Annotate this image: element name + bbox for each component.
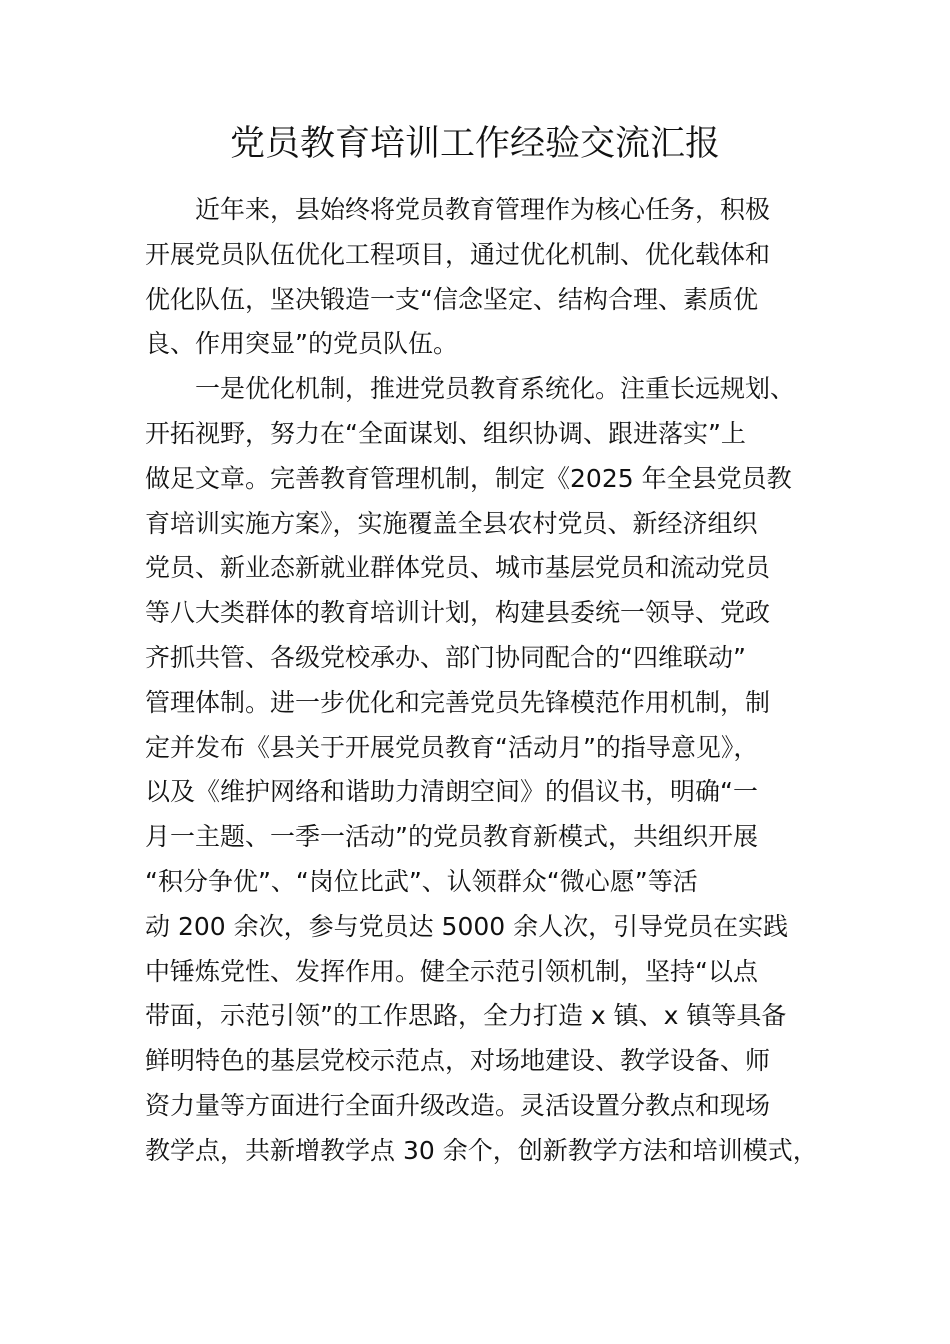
document-body [145, 188, 825, 1174]
text-line: 开展党员队伍优化工程项目，通过优化机制、优化载体和 [145, 239, 771, 269]
text-line: 管理体制。进一步优化和完善党员先锋模范作用机制，制 [145, 687, 771, 717]
text-line: 带面，示范引领”的工作思路，全力打造 x 镇、x 镇等具备 [145, 1001, 787, 1031]
text-line: 鲜明特色的基层党校示范点，对场地建设、教学设备、师 [145, 1046, 771, 1076]
text-line: 动 200 余次，参与党员达 5000 余人次，引导党员在实践 [145, 911, 789, 941]
text-line: 党员、新业态新就业群体党员、城市基层党员和流动党员 [145, 553, 771, 583]
text-line: 做足文章。完善教育管理机制，制定《2025 年全县党员教 [145, 463, 792, 493]
text-line: 近年来，县始终将党员教育管理作为核心任务，积极 [195, 195, 771, 224]
text-line: “积分争优”、“岗位比武”、认领群众“微心愿”等活 [145, 866, 698, 896]
text-line: 育培训实施方案》，实施覆盖全县农村党员、新经济组织 [145, 508, 758, 538]
paragraph-mechanism [145, 367, 825, 1173]
text-line: 等八大类群体的教育培训计划，构建县委统一领导、党政 [145, 598, 771, 628]
text-line: 优化队伍，坚决锻造一支“信念坚定、结构合理、素质优 [145, 284, 758, 314]
paragraph-intro [145, 188, 825, 367]
text-line: 资力量等方面进行全面升级改造。灵活设置分教点和现场 [145, 1090, 771, 1120]
text-line: 定并发布《县关于开展党员教育“活动月”的指导意见》， [145, 732, 759, 762]
text-line: 齐抓共管、各级党校承办、部门协同配合的“四维联动” [145, 642, 746, 672]
text-line: 开拓视野，努力在“全面谋划、组织协调、跟进落实”上 [145, 418, 746, 448]
page-title: 党员教育培训工作经验交流汇报 [229, 124, 720, 164]
text-line: 以及《维护网络和谐助力清朗空间》的倡议书，明确“一 [145, 777, 758, 807]
text-line: 良、作用突显”的党员队伍。 [145, 329, 458, 359]
text-line: 中锤炼党性、发挥作用。健全示范引领机制，坚持“以点 [145, 956, 758, 986]
text-line: 月一主题、一季一活动”的党员教育新模式，共组织开展 [145, 822, 758, 852]
text-line: 一是优化机制，推进党员教育系统化。注重长远规划、 [195, 374, 796, 404]
text-line: 教学点，共新增教学点 30 余个，创新教学方法和培训模式， [145, 1135, 818, 1165]
